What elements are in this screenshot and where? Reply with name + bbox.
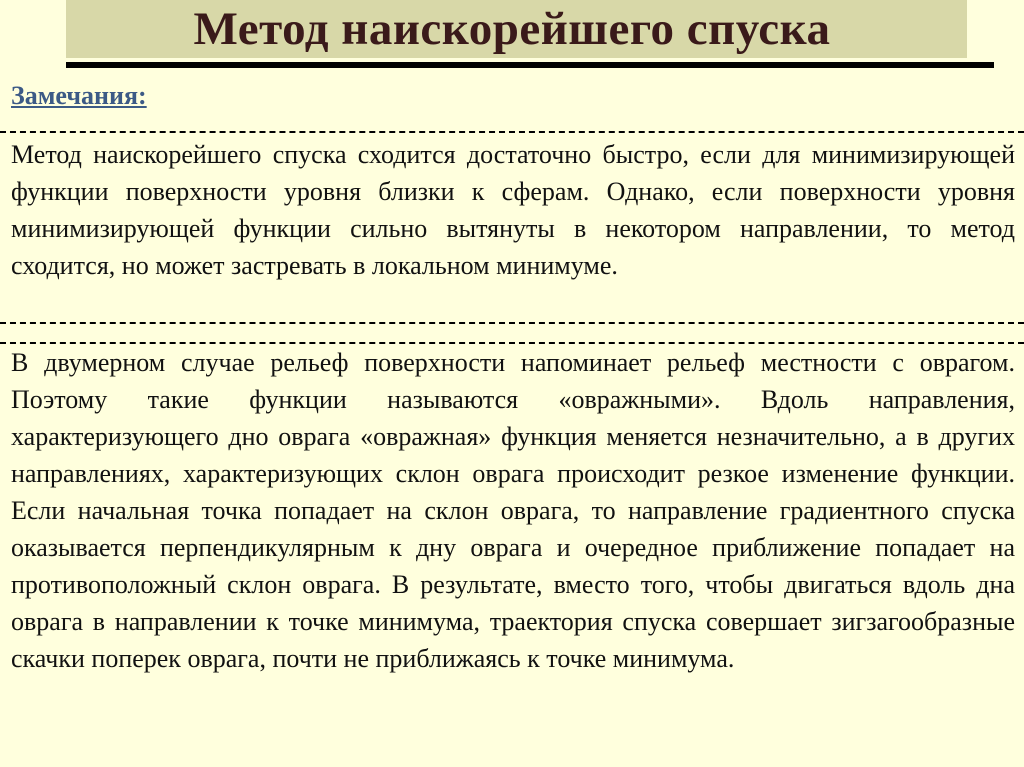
dashed-divider: [0, 322, 1024, 324]
paragraph-1: Метод наискорейшего спуска сходится достаточно быстро, если для минимизирующей функции поверхности уровня близки к сферам. Однако, если поверхности уровня минимизирующей функции сильно вытянуты в некотором направлении, то метод сходится, но может застревать в локальном минимуме.: [11, 140, 1015, 280]
notes-heading: Замечания:: [11, 81, 147, 110]
paragraph-2: В двумерном случае рельеф поверхности напоминает рельеф местности с оврагом. Поэтому такие функции называются «овражными». Вдоль направления, характеризующего дно оврага «овражная» функция меняется незначительно, а в других направлениях, характеризующих склон оврага происходит резкое изменение функции. Если начальная точка попадает на склон оврага, то направление градиентного спуска оказывается перпендикулярным к дну оврага и очередное приближение попадает на противоположный склон оврага. В результате, вместо того, чтобы двигаться вдоль дна оврага в направлении к точке минимума, траектория спуска совершает зигзагообразные скачки поперек оврага, почти не приближаясь к точке минимума.: [11, 348, 1015, 673]
dashed-divider: [0, 131, 1024, 133]
title-underline-rule: [66, 62, 994, 68]
slide-title: Метод наискорейшего спуска: [193, 3, 831, 55]
